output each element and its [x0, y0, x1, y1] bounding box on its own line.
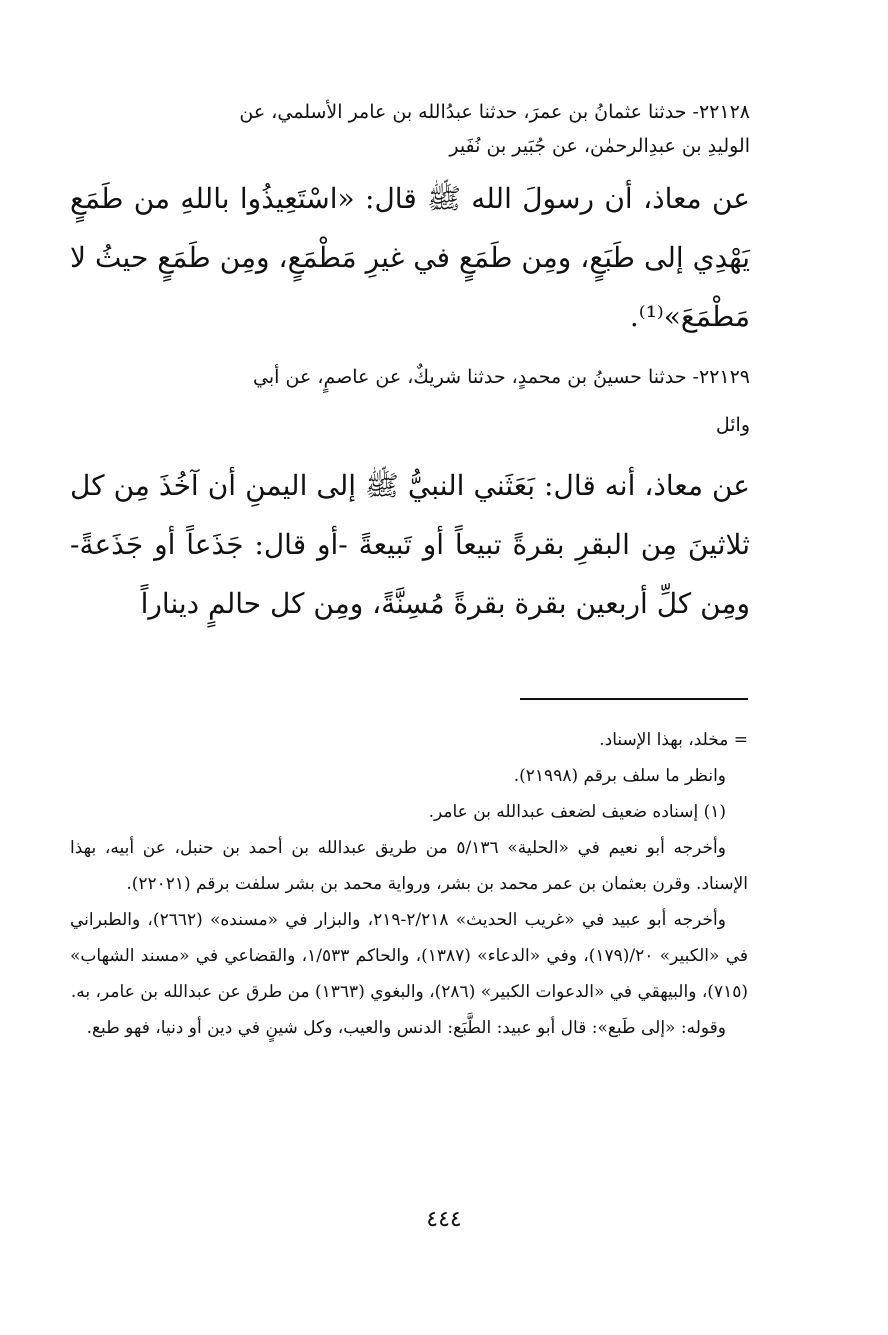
footnote-1-paragraph-4: وقوله: «إلى طَبع»: قال أبو عبيد: الطَّبَع: الدنس والعيب، وكل شينٍ في دين أو دنيا، فهو طبع.: [86, 1018, 726, 1038]
footnote-separator: [520, 698, 748, 700]
hadith-22128-text: عن معاذ، أن رسولَ الله ﷺ قال: «اسْتَعِيذُوا باللهِ من طَمَعٍ يَهْدِي إلى طَبَعٍ، ومِن طَمَعٍ في غيرِ مَطْمَعٍ، ومِن طَمَعٍ حيثُ لا مَطْمَعَ»⁽¹⁾.: [70, 182, 750, 333]
footnote-continuation: = مخلد، بهذا الإسناد.: [599, 730, 748, 750]
hadith-22128-chain-line-2: الوليدِ بن عبدِالرحمٰن، عن جُبَير بن نُفَير: [449, 135, 750, 157]
footnote-see-also: وانظر ما سلف برقم (٢١٩٩٨).: [513, 766, 726, 786]
footnote-1-paragraph-3: وأخرجه أبو عبيد في «غريب الحديث» ٢/٢١٨-٢١٩، والبزار في «مسنده» (٢٦٦٢)، والطبراني في «الكبير» ٢٠/(١٧٩)، وفي «الدعاء» (١٣٨٧)، والحاكم ١/٥٣٣، والقضاعي في «مسند الشهاب» (٧١٥)، والبيهقي في «الدعوات الكبير» (٢٨٦)، والبغوي (١٣٦٣) من طرق عن عبدالله بن عامر، به.: [70, 910, 748, 1002]
footnote-1: (١) إسناده ضعيف لضعف عبدالله بن عامر.: [428, 802, 726, 822]
footnote-1-paragraph-2: وأخرجه أبو نعيم في «الحلية» ٥/١٣٦ من طريق عبدالله بن أحمد بن حنبل، عن أبيه، بهذا الإسناد. وقرن بعثمان بن عمر محمد بن بشر، ورواية محمد بن بشر سلفت برقم (٢٢٠٢١).: [70, 838, 748, 894]
main-text: [70, 95, 750, 633]
hadith-22129-text: عن معاذ، أنه قال: بَعَثَني النبيُّ ﷺ إلى اليمنِ أن آخُذَ مِن كل ثلاثينَ مِن البقرِ بقرةً تبيعاً أو تَبيعةً -أو قال: جَذَعاً أو جَذَعةً- ومِن كلِّ أربعين بقرة بقرةً مُسِنَّةً، ومِن كل حالمٍ ديناراً: [70, 469, 750, 620]
hadith-22128-chain-line-1: ٢٢١٢٨- حدثنا عثمانُ بن عمرَ، حدثنا عبدُالله بن عامر الأسلمي، عن: [239, 101, 750, 123]
hadith-22129-chain-line-1: ٢٢١٢٩- حدثنا حسينُ بن محمدٍ، حدثنا شريكٌ، عن عاصمٍ، عن أبي: [253, 366, 750, 388]
footnotes: [70, 722, 748, 1046]
hadith-22129-chain-line-2: وائل: [715, 414, 750, 436]
page-number: ٤٤٤: [426, 1207, 462, 1232]
